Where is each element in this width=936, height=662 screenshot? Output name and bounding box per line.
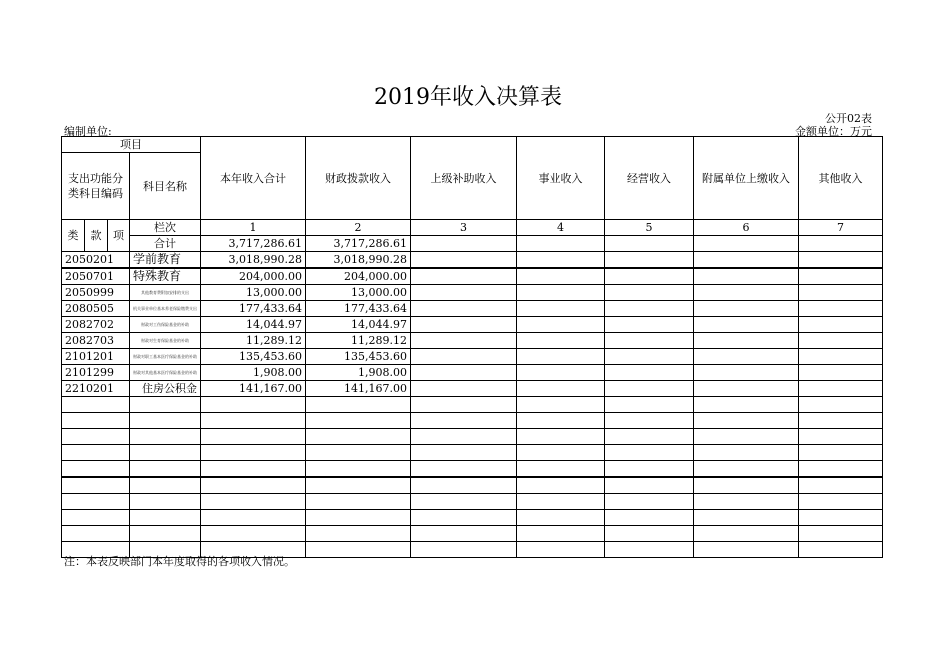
document-code: 公开02表	[825, 112, 872, 125]
empty-row	[62, 510, 883, 526]
row-code: 2101201	[62, 349, 130, 365]
affiliated-header: 附属单位上缴收入	[694, 137, 799, 220]
row-total: 141,167.00	[201, 381, 306, 397]
table-row	[62, 317, 883, 333]
col-num: 3	[411, 220, 517, 236]
table-row	[62, 349, 883, 365]
col-num: 1	[201, 220, 306, 236]
row-code: 2050201	[62, 252, 130, 269]
row-name: 财政对职工基本医疗保险基金的补助	[130, 349, 201, 365]
row-fiscal: 135,453.60	[306, 349, 411, 365]
row-fiscal: 141,167.00	[306, 381, 411, 397]
col-num: 5	[605, 220, 694, 236]
col-num: 6	[694, 220, 799, 236]
footnote: 注：本表反映部门本年度取得的各项收入情况。	[64, 555, 295, 568]
table-row	[62, 301, 883, 317]
empty-row	[62, 429, 883, 445]
table-row	[62, 285, 883, 301]
row-name: 学前教育	[130, 252, 201, 269]
row-fiscal: 204,000.00	[306, 268, 411, 285]
table-row	[62, 268, 883, 285]
row-name: 机关事业单位基本养老保险缴费支出	[130, 301, 201, 317]
project-header: 项目	[62, 137, 201, 153]
row-code: 2080505	[62, 301, 130, 317]
func-code-header: 支出功能分类科目编码	[62, 153, 130, 220]
operating-header: 经营收入	[605, 137, 694, 220]
other-header: 其他收入	[799, 137, 883, 220]
row-name: 财政对其他基本医疗保险基金的补助	[130, 365, 201, 381]
lanci-header: 栏次	[130, 220, 201, 236]
empty-row	[62, 461, 883, 478]
row-name: 特殊教育	[130, 268, 201, 285]
business-header: 事业收入	[517, 137, 605, 220]
sum-fiscal: 3,717,286.61	[306, 236, 411, 252]
row-total: 13,000.00	[201, 285, 306, 301]
fiscal-header: 财政拨款收入	[306, 137, 411, 220]
row-total: 14,044.97	[201, 317, 306, 333]
row-code: 2082702	[62, 317, 130, 333]
row-code: 2101299	[62, 365, 130, 381]
row-total: 11,289.12	[201, 333, 306, 349]
row-total: 177,433.64	[201, 301, 306, 317]
row-total: 135,453.60	[201, 349, 306, 365]
table-row	[62, 333, 883, 349]
row-fiscal: 177,433.64	[306, 301, 411, 317]
row-fiscal: 11,289.12	[306, 333, 411, 349]
row-code: 2050999	[62, 285, 130, 301]
col-num: 2	[306, 220, 411, 236]
row-fiscal: 1,908.00	[306, 365, 411, 381]
empty-row	[62, 413, 883, 429]
income-table	[61, 136, 883, 558]
empty-row	[62, 445, 883, 461]
row-name: 财政对工伤保险基金的补助	[130, 317, 201, 333]
empty-row	[62, 494, 883, 510]
row-code: 2050701	[62, 268, 130, 285]
row-name: 住房公积金	[130, 381, 201, 397]
page-title: 2019年收入决算表	[374, 85, 562, 110]
empty-row	[62, 526, 883, 542]
empty-row	[62, 397, 883, 413]
sum-total: 3,717,286.61	[201, 236, 306, 252]
sum-label: 合计	[130, 236, 201, 252]
row-code: 2082703	[62, 333, 130, 349]
col-num: 4	[517, 220, 605, 236]
org-label: 编制单位:	[64, 125, 112, 138]
col-num: 7	[799, 220, 883, 236]
amount-unit: 金额单位：万元	[795, 125, 872, 138]
row-total: 204,000.00	[201, 268, 306, 285]
subject-name-header: 科目名称	[130, 153, 201, 220]
row-name: 财政对生育保险基金的补助	[130, 333, 201, 349]
row-total: 3,018,990.28	[201, 252, 306, 269]
table-row	[62, 365, 883, 381]
row-code: 2210201	[62, 381, 130, 397]
superior-header: 上级补助收入	[411, 137, 517, 220]
row-fiscal: 13,000.00	[306, 285, 411, 301]
table-row	[62, 381, 883, 397]
empty-row	[62, 477, 883, 494]
row-fiscal: 14,044.97	[306, 317, 411, 333]
xiang-header: 项	[108, 220, 130, 252]
row-fiscal: 3,018,990.28	[306, 252, 411, 269]
table-row	[62, 252, 883, 269]
total-header: 本年收入合计	[201, 137, 306, 220]
lei-header: 类	[62, 220, 85, 252]
row-total: 1,908.00	[201, 365, 306, 381]
row-name: 其他教育费附加安排的支出	[130, 285, 201, 301]
kuan-header: 款	[85, 220, 108, 252]
